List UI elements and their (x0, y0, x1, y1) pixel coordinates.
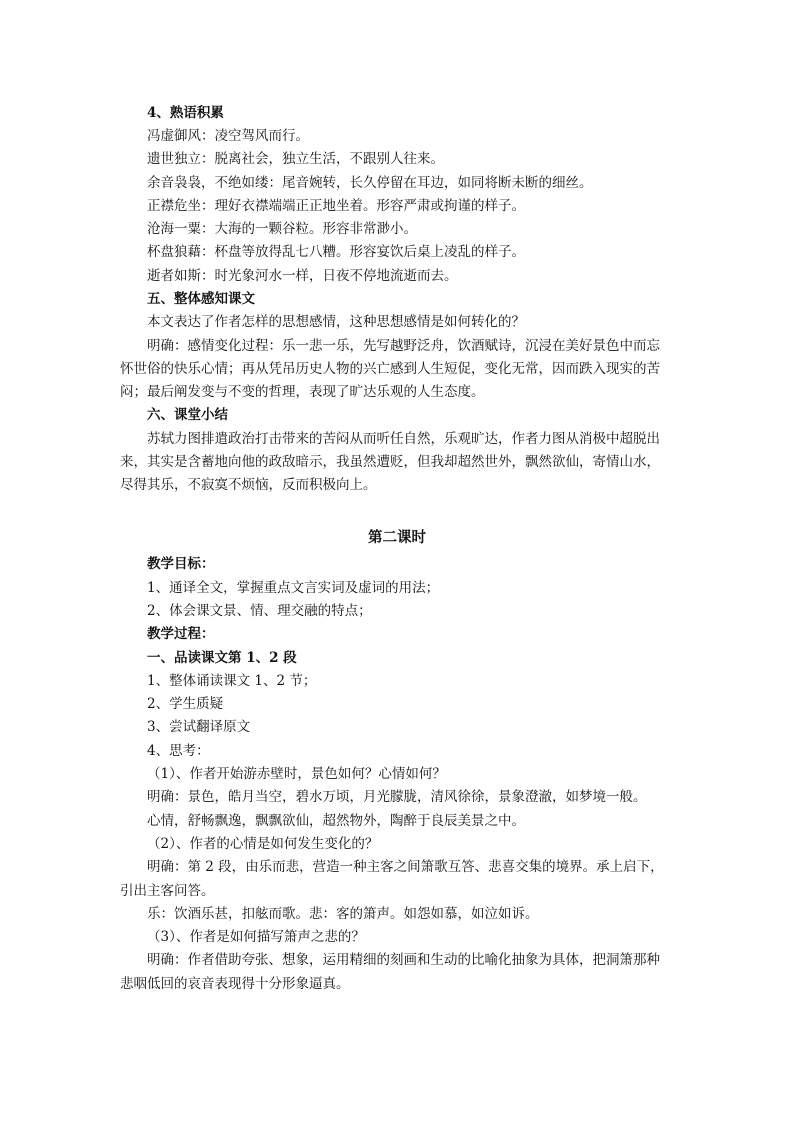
section-heading: 六、课堂小结 (147, 407, 228, 423)
idiom-line: 余音袅袅，不绝如缕：尾音婉转，长久停留在耳边，如同将断未断的细丝。 (147, 175, 593, 191)
idiom-line: 杯盘狼藉：杯盘等放得乱七八糟。形容宴饮后桌上凌乱的样子。 (147, 244, 525, 260)
list-item: 4、思考： (147, 743, 210, 759)
list-item: 1、通译全文，掌握重点文言实词及虚词的用法； (147, 580, 440, 596)
idiom-line: 遗世独立：脱离社会，独立生活，不跟别人往来。 (147, 151, 444, 167)
section-heading: 教学目标： (147, 556, 215, 572)
list-item: 2、体会课文景、情、理交融的特点； (147, 603, 372, 619)
answer-line: 乐：饮酒乐甚，扣舷而歌。悲：客的箫声。如怨如慕，如泣如诉。 (147, 906, 539, 922)
answer-line: 引出主客问答。 (120, 883, 215, 899)
list-item: 3、尝试翻译原文 (147, 719, 251, 735)
idiom-line: 逝者如斯：时光象河水一样，日夜不停地流逝而去。 (147, 268, 458, 284)
paragraph-line: 闷；最后阐发变与不变的哲理，表现了旷达乐观的人生态度。 (120, 384, 485, 400)
section-heading: 教学过程： (147, 626, 215, 642)
paragraph-line: 明确：感情变化过程：乐一悲一乐，先写越野泛舟，饮酒赋诗，沉浸在美好景色中而忘 (147, 338, 660, 354)
answer-line: 明确：第 2 段，由乐而悲，营造一种主客之间箫歌互答、悲喜交集的境界。承上启下， (147, 859, 664, 875)
idiom-line: 冯虚御风：凌空驾风而行。 (147, 128, 309, 144)
question-line: （1）、作者开始游赤壁时，景色如何？心情如何？ (147, 766, 446, 782)
section-heading: 4、熟语积累 (147, 105, 224, 121)
idiom-line: 沧海一粟：大海的一颗谷粒。形容非常渺小。 (147, 221, 417, 237)
paragraph-line: 本文表达了作者怎样的思想感情，这种思想感情是如何转化的？ (147, 314, 525, 330)
lesson-title: 第二课时 (368, 529, 426, 546)
list-item: 2、学生质疑 (147, 696, 224, 712)
paragraph-line: 怀世俗的快乐心情；再从凭吊历史人物的兴亡感到人生短促，变化无常，因而跌入现实的苦 (120, 361, 660, 377)
answer-line: 明确：作者借助夸张、想象，运用精细的刻画和生动的比喻化抽象为具体，把洞箫那种 (147, 952, 660, 968)
list-item: 1、整体诵读课文 1、2 节； (147, 673, 317, 689)
paragraph-line: 苏轼力图排遣政治打击带来的苦闷从而听任自然，乐观旷达，作者力图从消极中超脱出 (147, 431, 660, 447)
paragraph-line: 尽得其乐，不寂寞不烦恼，反而积极向上。 (120, 477, 377, 493)
answer-line: 悲咽低回的哀音表现得十分形象逼真。 (120, 976, 350, 992)
section-heading: 一、品读课文第 1、2 段 (147, 650, 297, 666)
idiom-line: 正襟危坐：理好衣襟端端正正地坐着。形容严肃或拘谨的样子。 (147, 198, 525, 214)
question-line: （3）、作者是如何描写箫声之悲的？ (147, 929, 365, 945)
question-line: （2）、作者的心情是如何发生变化的？ (147, 836, 379, 852)
section-heading: 五、整体感知课文 (147, 291, 255, 307)
paragraph-line: 来，其实是含蓄地向他的政敌暗示，我虽然遭贬，但我却超然世外，飘然欲仙，寄情山水， (120, 454, 660, 470)
answer-line: 明确：景色，皓月当空，碧水万顷，月光朦胧，清风徐徐，景象澄澈，如梦境一般。 (147, 789, 647, 805)
answer-line: 心情，舒畅飘逸，飘飘欲仙，超然物外，陶醉于良辰美景之中。 (147, 813, 525, 829)
